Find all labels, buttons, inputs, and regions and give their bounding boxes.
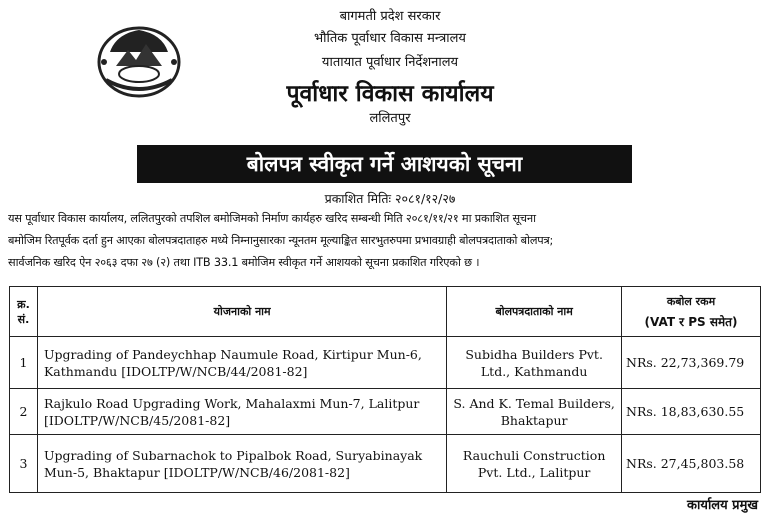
- table-row: [10, 389, 761, 435]
- award-table: [9, 286, 761, 493]
- row-sn: 1: [10, 337, 38, 389]
- row-amount: NRs. 22,73,369.79: [622, 337, 761, 389]
- row-bidder: Subidha Builders Pvt. Ltd., Kathmandu: [447, 337, 622, 389]
- row-sn: 3: [10, 435, 38, 493]
- notice-body-line: सार्वजनिक खरिद ऐन २०६३ दफा २७ (२) तथा ITB 33.1 बमोजिम स्वीकृत गर्ने आशयको सूचना प्रकाशित गरिएको छ ।: [8, 256, 480, 269]
- header-bidder: बोलपत्रदाताको नाम: [447, 287, 622, 337]
- row-project: Rajkulo Road Upgrading Work, Mahalaxmi Mun-7, Lalitpur [IDOLTP/W/NCB/45/2081-82]: [37, 389, 446, 435]
- row-bidder: Rauchuli Construction Pvt. Ltd., Lalitpur: [447, 435, 622, 493]
- nepal-emblem: [96, 22, 182, 98]
- header-sn: क्र. सं.: [10, 287, 38, 337]
- directorate-name: यातायात पूर्वाधार निर्देशनालय: [321, 55, 459, 70]
- row-amount: NRs. 27,45,803.58: [622, 435, 761, 493]
- office-name: पूर्वाधार विकास कार्यालय: [286, 81, 494, 107]
- row-bidder: S. And K. Temal Builders, Bhaktapur: [447, 389, 622, 435]
- published-date: प्रकाशित मितिः २०८१/१२/२७: [324, 191, 456, 206]
- row-amount: NRs. 18,83,630.55: [622, 389, 761, 435]
- row-project: Upgrading of Subarnachok to Pipalbok Road, Suryabinayak Mun-5, Bhaktapur [IDOLTP/W/NCB/46/2081-82]: [37, 435, 446, 493]
- notice-title: बोलपत्र स्वीकृत गर्ने आशयको सूचना: [137, 145, 632, 183]
- signature-title: कार्यालय प्रमुख: [687, 498, 758, 513]
- notice-body-line: बमोजिम रितपूर्वक दर्ता हुन आएका बोलपत्रदाताहरु मध्ये निम्नानुसारका न्यूनतम मूल्याङ्कित सारभुतरुपमा प्रभावग्राही बोलपत्रदाताको बोलपत्र;: [8, 234, 554, 247]
- office-location: ललितपुर: [369, 111, 411, 126]
- header-amount-label: कबोल रकम: [666, 294, 716, 308]
- header-amount: [622, 287, 761, 337]
- table-header-row: [10, 287, 761, 337]
- ministry-name: भौतिक पूर्वाधार विकास मन्त्रालय: [314, 31, 466, 46]
- notice-body-line: यस पूर्वाधार विकास कार्यालय, ललितपुरको तपशिल बमोजिमको निर्माण कार्यहरु खरिद सम्बन्धी मिति २०८१/११/२१ मा प्रकाशित सूचना: [8, 212, 536, 225]
- row-project: Upgrading of Pandeychhap Naumule Road, Kirtipur Mun-6, Kathmandu [IDOLTP/W/NCB/44/2081-82]: [37, 337, 446, 389]
- table-row: [10, 337, 761, 389]
- header-amount-note: (VAT र PS समेत): [644, 314, 738, 329]
- header-project: योजनाको नाम: [37, 287, 446, 337]
- row-sn: 2: [10, 389, 38, 435]
- table-row: [10, 435, 761, 493]
- government-name: बागमती प्रदेश सरकार: [339, 9, 441, 24]
